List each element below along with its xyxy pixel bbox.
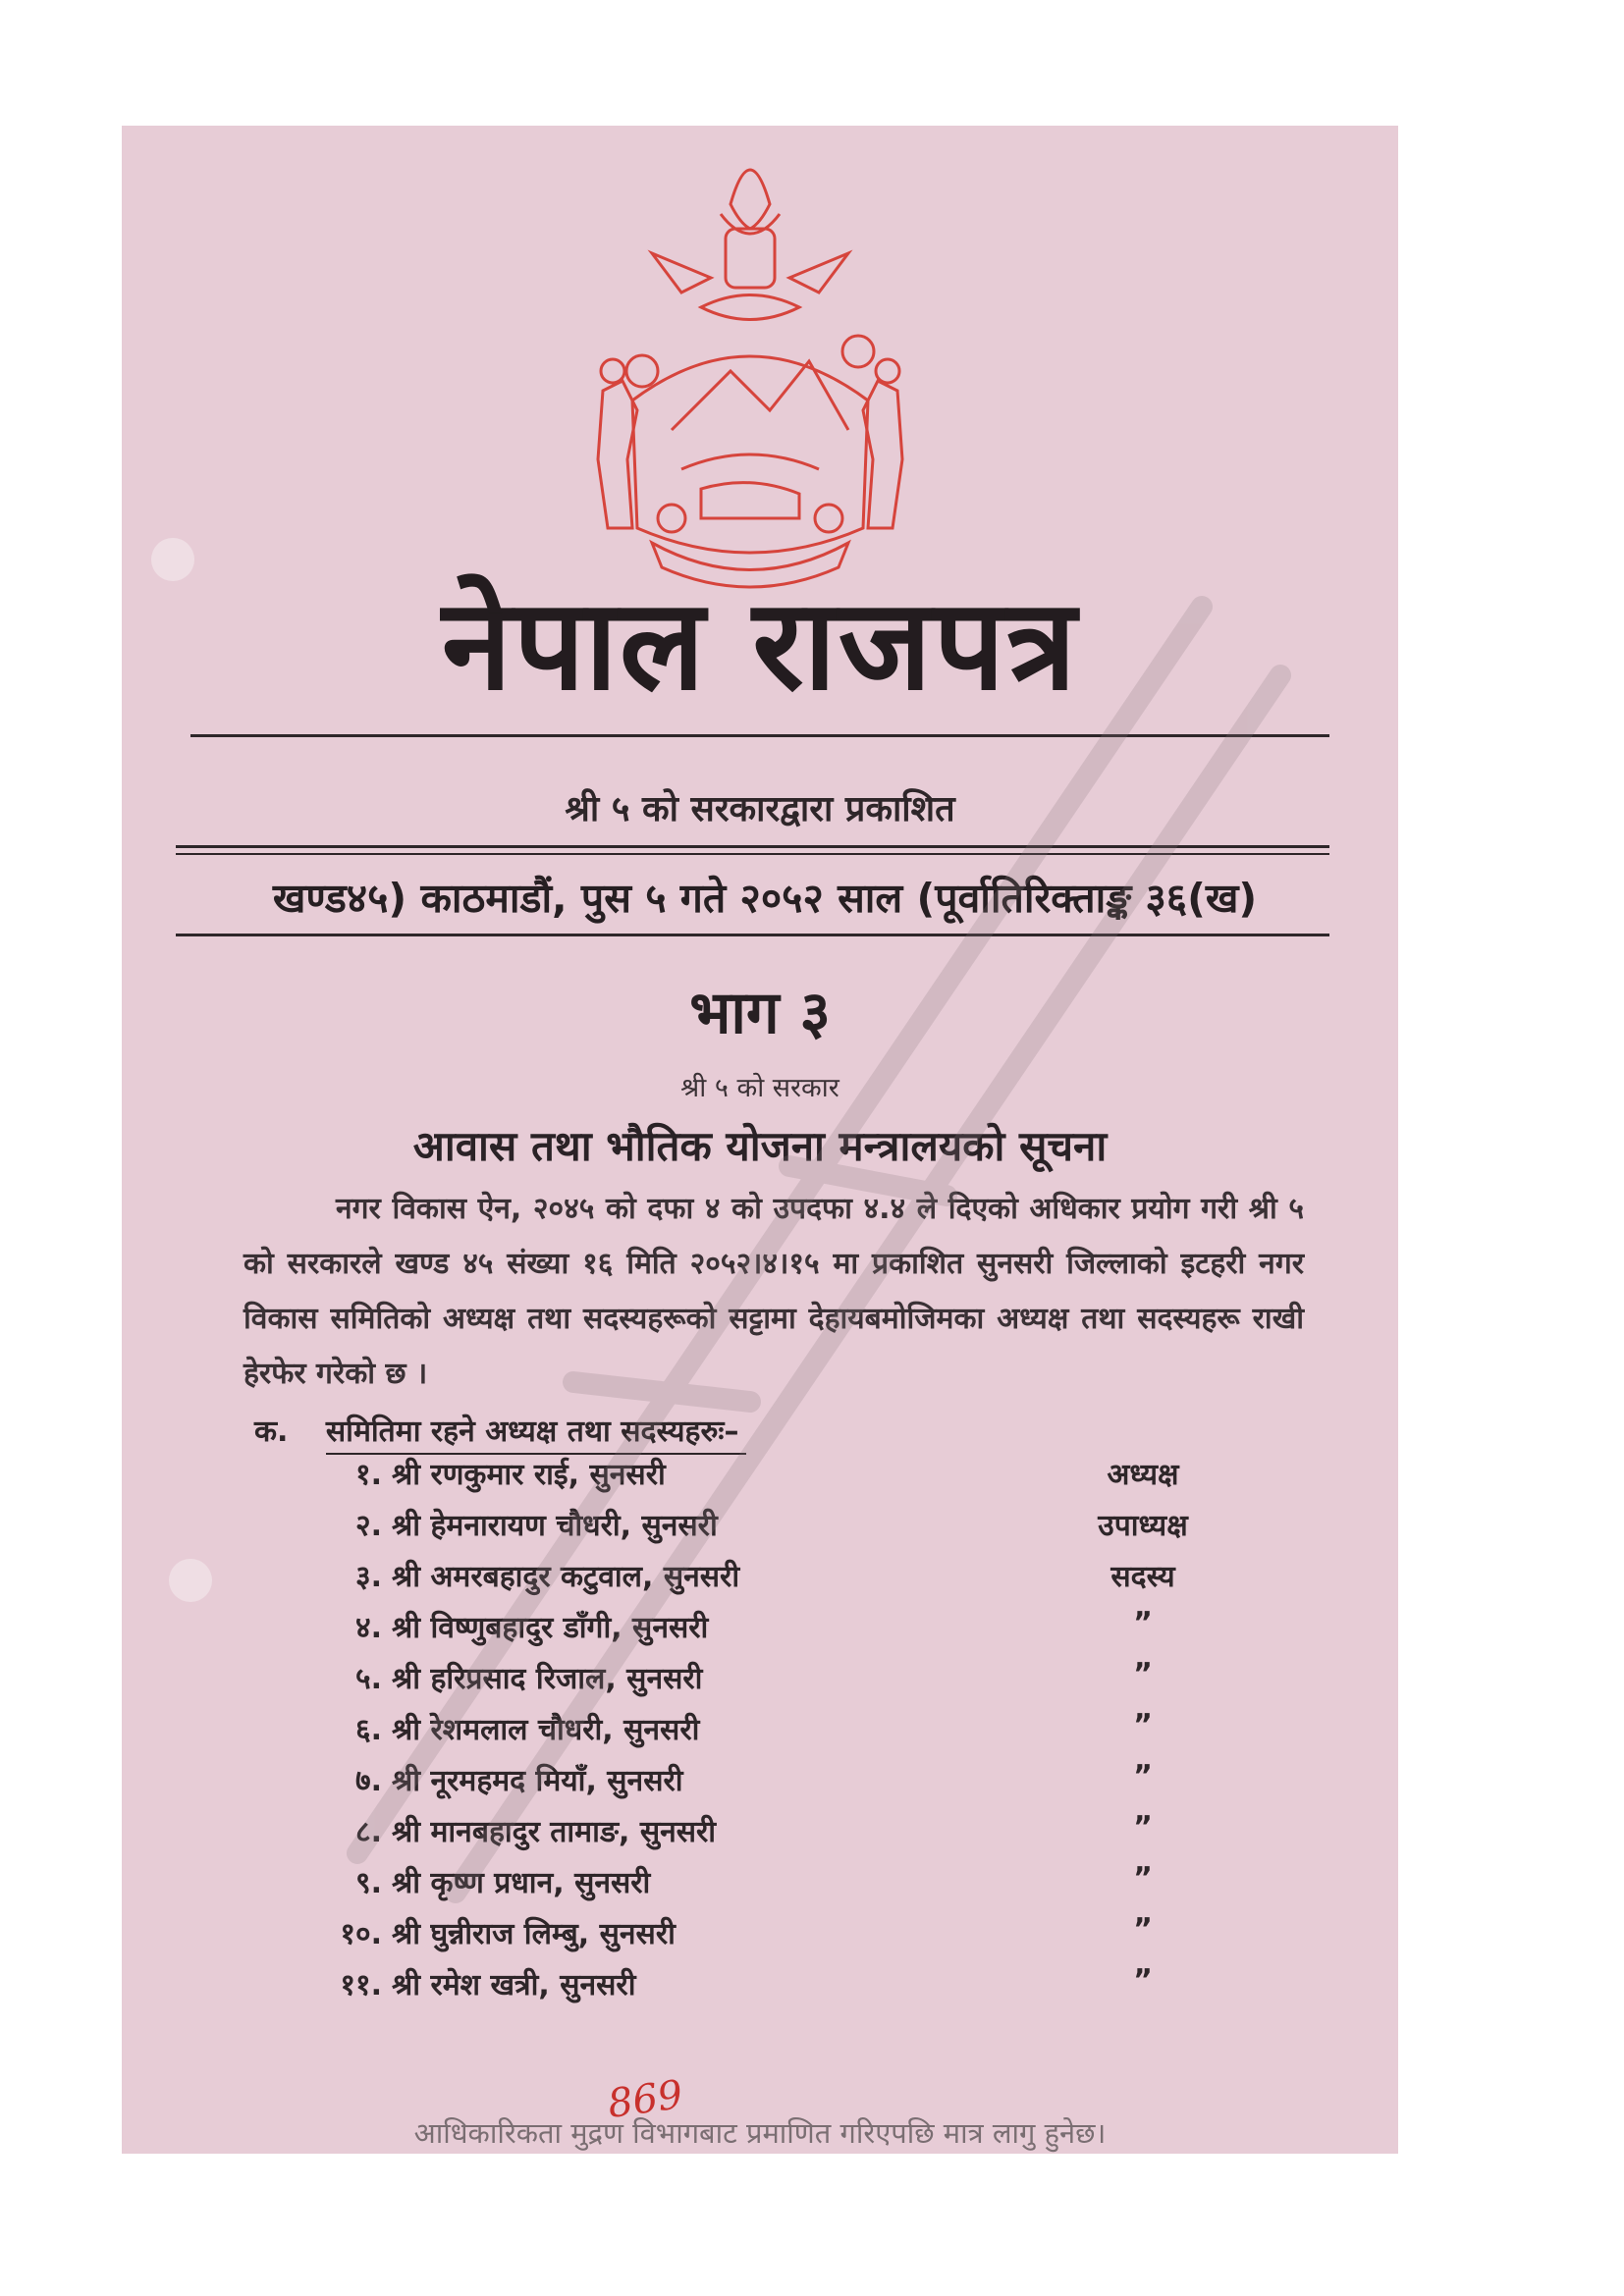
member-name: श्री कृष्ण प्रधान, सुनसरी xyxy=(392,1866,651,1900)
issue-rule xyxy=(176,934,1329,936)
member-number: १०. xyxy=(340,1917,382,1951)
member-number: ८. xyxy=(355,1815,382,1849)
member-role: ” xyxy=(1133,1708,1153,1742)
member-name: श्री मानबहादुर तामाङ, सुनसरी xyxy=(392,1815,717,1849)
punch-hole xyxy=(151,538,194,581)
list-item xyxy=(122,1810,1398,1861)
members-section-heading xyxy=(254,1410,738,1450)
issue-line: खण्ड४५) काठमाडौं, पुस ५ गते २०५२ साल (पूर्वातिरिक्ताङ्क ३६(ख) xyxy=(272,875,1258,922)
member-name: श्री घुन्नीराज लिम्बु, सुनसरी xyxy=(392,1917,676,1951)
member-role: अध्यक्ष xyxy=(1107,1458,1179,1492)
list-item xyxy=(122,1555,1398,1606)
member-name: श्री अमरबहादुर कटुवाल, सुनसरी xyxy=(392,1560,740,1594)
member-role: सदस्य xyxy=(1110,1560,1175,1594)
member-role: ” xyxy=(1133,1657,1153,1691)
member-number: १. xyxy=(355,1458,382,1492)
member-number: ३. xyxy=(355,1560,382,1594)
member-role: ” xyxy=(1133,1759,1153,1793)
list-item xyxy=(122,1759,1398,1810)
publisher-line: श्री ५ को सरकारद्वारा प्रकाशित xyxy=(565,789,955,829)
gazette-masthead: नेपाल राजपत्र xyxy=(441,571,1079,719)
member-number: ६. xyxy=(355,1713,382,1747)
list-item xyxy=(122,1963,1398,2014)
list-item xyxy=(122,1708,1398,1759)
member-role: ” xyxy=(1133,1810,1153,1844)
member-number: २. xyxy=(355,1509,382,1543)
list-item xyxy=(122,1504,1398,1555)
ministry-notice-title: आवास तथा भौतिक योजना मन्त्रालयको सूचना xyxy=(412,1122,1108,1170)
list-item xyxy=(122,1912,1398,1963)
list-item xyxy=(122,1606,1398,1657)
gazette-page xyxy=(122,126,1398,2154)
part-heading: भाग ३ xyxy=(689,979,831,1047)
member-number: ५. xyxy=(355,1662,382,1696)
member-name: श्री हरिप्रसाद रिजाल, सुनसरी xyxy=(392,1662,703,1696)
punch-hole xyxy=(169,1559,212,1602)
list-item xyxy=(122,1861,1398,1912)
section-title: समितिमा रहने अध्यक्ष तथा सदस्यहरुः– xyxy=(325,1415,739,1449)
member-name: श्री नूरमहमद मियाँ, सुनसरी xyxy=(392,1764,683,1798)
member-name: श्री रणकुमार राई, सुनसरी xyxy=(392,1458,666,1492)
masthead-rule xyxy=(190,734,1329,737)
member-role: ” xyxy=(1133,1861,1153,1896)
authentication-stamp-line: आधिकारिकता मुद्रण विभागबाट प्रमाणित गरिएपछि मात्र लागु हुनेछ। xyxy=(413,2116,1107,2150)
government-label: श्री ५ को सरकार xyxy=(680,1073,839,1103)
member-number: ४. xyxy=(355,1611,382,1645)
member-name: श्री विष्णुबहादुर डाँगी, सुनसरी xyxy=(392,1611,709,1645)
member-name: श्री हेमनारायण चौधरी, सुनसरी xyxy=(392,1509,718,1543)
byline-rule-bottom xyxy=(176,853,1329,855)
section-letter: क. xyxy=(254,1415,289,1449)
member-role: ” xyxy=(1133,1963,1153,1998)
list-item xyxy=(122,1657,1398,1708)
member-role: उपाध्यक्ष xyxy=(1098,1509,1188,1543)
handwritten-page-number: 869 xyxy=(605,2071,686,2128)
byline-rule-top xyxy=(176,845,1329,848)
coat-of-arms-emblem xyxy=(564,135,937,597)
member-name: श्री रेशमलाल चौधरी, सुनसरी xyxy=(392,1713,700,1747)
member-number: ११. xyxy=(340,1968,382,2002)
member-number: ७. xyxy=(355,1764,382,1798)
list-item xyxy=(122,1453,1398,1504)
member-role: ” xyxy=(1133,1606,1153,1640)
member-number: ९. xyxy=(355,1866,382,1900)
notice-body: नगर विकास ऐन, २०४५ को दफा ४ को उपदफा ४.४ ले दिएको अधिकार प्रयोग गरी श्री ५ को सरकारले खण्ड ४५ संख्या १६ मिति २०५२।४।१५ मा प्रकाशित सुनसरी जिल्लाको इटहरी नगर विकास समितिको अध्यक्ष तथा सदस्यहरूको सट्टामा देहायबमोजिमका अध्यक्ष तथा सदस्यहरू राखी हेरफेर गरेको छ । xyxy=(244,1192,1304,1391)
member-role: ” xyxy=(1133,1912,1153,1947)
member-name: श्री रमेश खत्री, सुनसरी xyxy=(392,1968,636,2002)
